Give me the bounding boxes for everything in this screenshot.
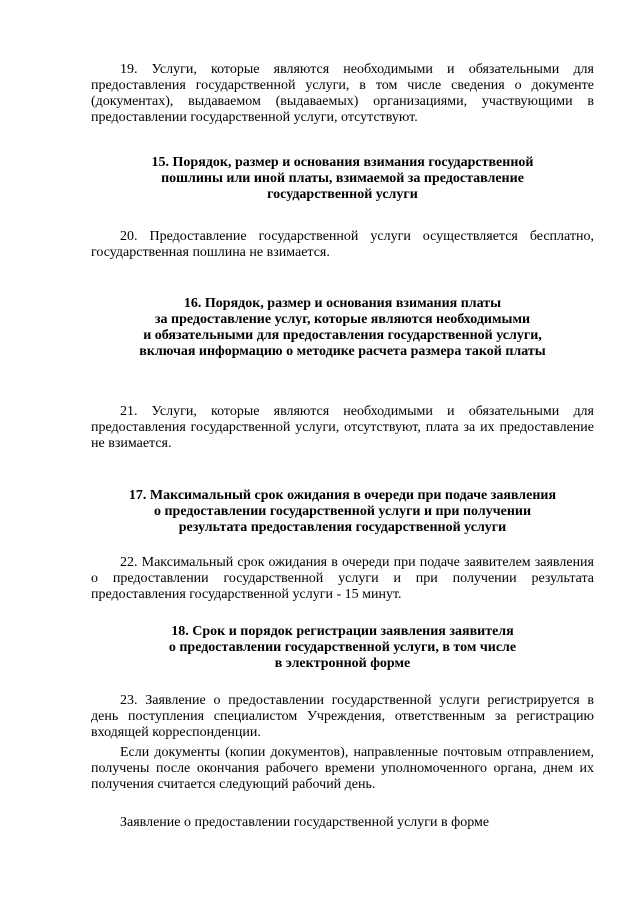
paragraph-23-electronic-form: Заявление о предоставлении государственной услуги в форме [120, 815, 490, 830]
heading-18-line-1: 18. Срок и порядок регистрации заявления заявителя [171, 624, 514, 639]
heading-18-line-3: в электронной форме [274, 656, 411, 671]
paragraph-19: 19. Услуги, которые являются необходимыми и обязательными для предоставления государственной услуги, в том числе сведения о документе (документах), выдаваемом (выдаваемых) организациями, участвующими в предоставлении государственной услуги, отсутствуют. [91, 62, 594, 125]
heading-15-line-3: государственной услуги [267, 187, 418, 202]
paragraph-21: 21. Услуги, которые являются необходимыми и обязательными для предоставления государственной услуги, отсутствуют, плата за их предоставление не взимается. [91, 404, 594, 451]
heading-16-line-3: и обязательными для предоставления государственной услуги, [143, 328, 542, 343]
section-heading-17 [91, 488, 594, 536]
heading-17-line-1: 17. Максимальный срок ожидания в очереди при подаче заявления [128, 488, 557, 503]
section-heading-18 [91, 624, 594, 672]
heading-16-line-1: 16. Порядок, размер и основания взимания платы [183, 296, 502, 311]
section-heading-16 [91, 296, 594, 360]
paragraph-22: 22. Максимальный срок ожидания в очереди при подаче заявителем заявления о предоставлении государственной услуги и при получении результата предоставления государственной услуги - 15 минут. [91, 555, 594, 602]
heading-15-line-1: 15. Порядок, размер и основания взимания государственной [151, 155, 534, 170]
heading-16-line-4: включая информацию о методике расчета размера такой платы [139, 344, 546, 359]
heading-17-line-2: о предоставлении государственной услуги и при получении [153, 504, 532, 519]
heading-16-line-2: за предоставление услуг, которые являются необходимыми [154, 312, 531, 327]
paragraph-23-mail-note: Если документы (копии документов), направленные почтовым отправлением, получены после окончания рабочего времени уполномоченного органа, днем их получения считается следующий рабочий день. [91, 745, 594, 792]
section-heading-15 [91, 155, 594, 203]
heading-15-line-2: пошлины или иной платы, взимаемой за предоставление [161, 171, 524, 186]
paragraph-20: 20. Предоставление государственной услуги осуществляется бесплатно, государственная пошлина не взимается. [91, 229, 594, 260]
heading-18-line-2: о предоставлении государственной услуги, в том числе [168, 640, 517, 655]
heading-17-line-3: результата предоставления государственной услуги [178, 520, 507, 535]
paragraph-23: 23. Заявление о предоставлении государственной услуги регистрируется в день поступления специалистом Учреждения, ответственным за регистрацию входящей корреспонденции. [91, 693, 594, 740]
